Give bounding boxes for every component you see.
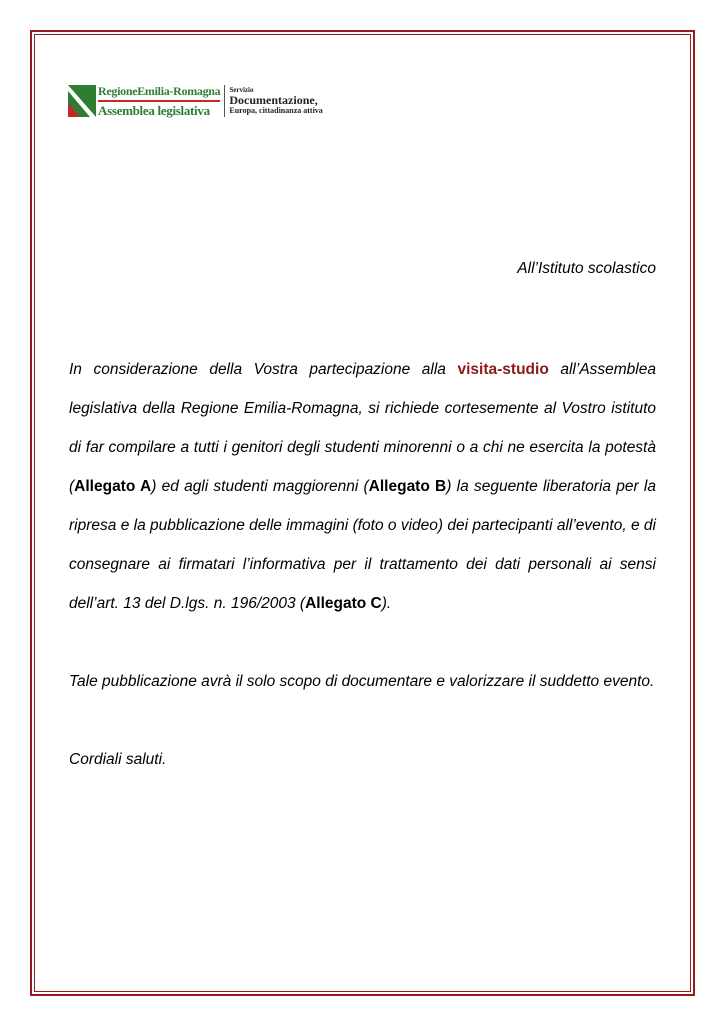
p1-text-c: ) la seguente liberatoria per la ripresa e la pubblicazione delle immagini (foto o video) dei partecipanti all’evento, e di consegnare ai firmatari l’informativa per il trattamento dei dati personali ai sensi dell’art. 13 del D.lgs. n. 196/2003 ( [69, 478, 656, 612]
p1-text-a: all’Assemblea legislativa della Regione Emilia-Romagna, si richiede cortesemente al Vostro istituto di far compilare a tutti i genitori degli studenti minorenni o a chi ne esercita la potestà ( [69, 361, 656, 495]
p1-intro: In considerazione della Vostra partecipazione alla [69, 361, 458, 378]
attachment-a: Allegato A [74, 478, 152, 495]
logo-service-label: Servizio [229, 85, 254, 94]
logo-region-name: RegioneEmilia-Romagna [98, 85, 220, 102]
logo-divider [224, 85, 225, 117]
logo-service-sub: Europa, cittadinanza attiva [229, 105, 323, 115]
attachment-b: Allegato B [368, 478, 447, 495]
logo-service [229, 87, 322, 115]
region-flag-icon [68, 85, 96, 117]
logo-assembly-name: Assemblea legislativa [98, 103, 210, 118]
paragraph-request [69, 350, 656, 623]
paragraph-purpose: Tale pubblicazione avrà il solo scopo di documentare e valorizzare il suddetto evento. [69, 673, 655, 690]
logo-names [98, 85, 220, 117]
letter-body [69, 350, 656, 779]
p1-text-d: ). [381, 595, 392, 612]
logo-service-name: Documentazione, [229, 93, 318, 108]
closing-greeting: Cordiali saluti. [69, 751, 167, 768]
recipient-line: All’Istituto scolastico [517, 260, 656, 277]
institution-logo [68, 84, 323, 118]
p1-text-b: ) ed agli studenti maggiorenni ( [151, 478, 369, 495]
attachment-c: Allegato C [305, 595, 382, 612]
visit-study-highlight: visita-studio [457, 361, 549, 378]
